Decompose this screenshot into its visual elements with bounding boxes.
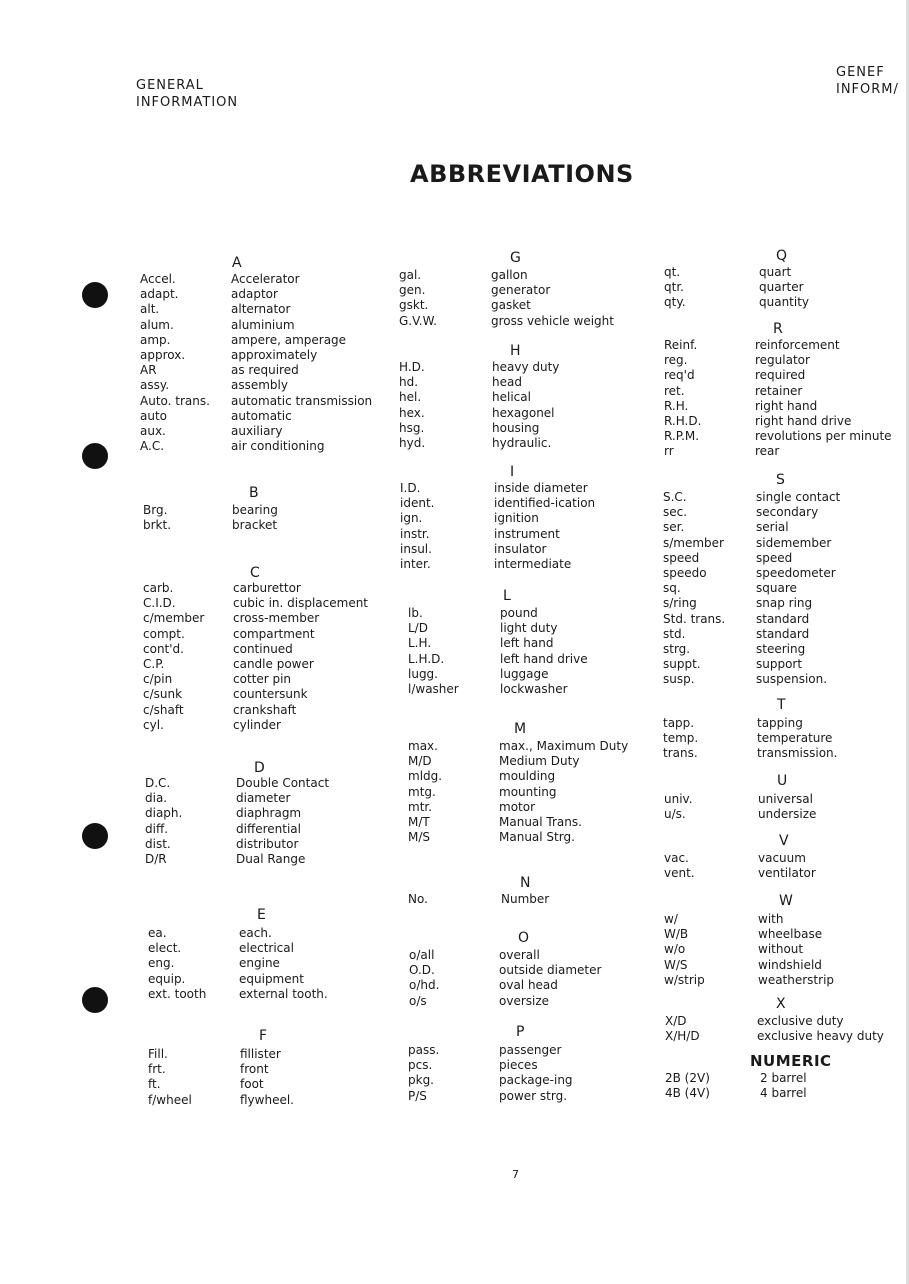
abbreviation: u/s. — [664, 807, 686, 821]
abbreviation: c/member — [143, 611, 205, 625]
abbreviation-meaning: cylinder — [233, 718, 281, 732]
abbreviation: Std. trans. — [663, 612, 726, 626]
abbreviation: w/strip — [664, 973, 705, 987]
abbreviation-meaning: heavy duty — [492, 360, 560, 374]
abbreviation-meaning: automatic transmission — [231, 394, 373, 408]
abbreviation: std. — [663, 627, 686, 641]
abbreviation: s/member — [663, 536, 724, 550]
abbreviation-meaning: steering — [756, 642, 806, 656]
abbreviation: approx. — [140, 348, 186, 362]
abbreviation: w/o — [664, 942, 686, 956]
abbreviation-meaning: regulator — [755, 353, 810, 367]
abbreviation-meaning: front — [240, 1062, 269, 1076]
abbreviation-meaning: standard — [756, 627, 810, 641]
abbreviation: gen. — [399, 283, 426, 297]
abbreviation: ft. — [148, 1077, 161, 1091]
abbreviation-meaning: right hand drive — [755, 414, 852, 428]
abbreviation: instr. — [400, 527, 430, 541]
abbreviation: req'd — [664, 368, 695, 382]
abbreviation-meaning: universal — [758, 792, 813, 806]
abbreviation-meaning: generator — [491, 283, 551, 297]
abbreviation-meaning: approximately — [231, 348, 318, 362]
section-letter-x: X — [776, 996, 786, 1012]
section-letter-e: E — [257, 907, 266, 923]
abbreviation-meaning: candle power — [233, 657, 314, 671]
abbreviation-meaning: compartment — [233, 627, 315, 641]
abbreviation: max. — [408, 739, 438, 753]
abbreviation: ea. — [148, 926, 167, 940]
section-letter-v: V — [779, 833, 789, 849]
abbreviation: AR — [140, 363, 157, 377]
abbreviation-meaning: gross vehicle weight — [491, 314, 614, 328]
section-letter-f: F — [259, 1028, 268, 1044]
abbreviation: R.P.M. — [664, 429, 700, 443]
abbreviation: inter. — [400, 557, 431, 571]
abbreviation-meaning: reinforcement — [755, 338, 840, 352]
abbreviation: qtr. — [664, 280, 684, 294]
page-title: ABBREVIATIONS — [410, 160, 634, 188]
abbreviation: insul. — [400, 542, 432, 556]
abbreviation: P/S — [408, 1089, 427, 1103]
section-letter-g: G — [510, 250, 521, 266]
abbreviation-meaning: continued — [233, 642, 293, 656]
abbreviation: tapp. — [663, 716, 695, 730]
abbreviation: pass. — [408, 1043, 440, 1057]
abbreviation-meaning: tapping — [757, 716, 803, 730]
abbreviation: X/H/D — [665, 1029, 700, 1043]
abbreviation: R.H.D. — [664, 414, 702, 428]
abbreviation: sq. — [663, 581, 681, 595]
abbreviation-meaning: single contact — [756, 490, 841, 504]
abbreviation: alt. — [140, 302, 160, 316]
abbreviation-meaning: auxiliary — [231, 424, 283, 438]
abbreviation: dist. — [145, 837, 171, 851]
abbreviation-meaning: max., Maximum Duty — [499, 739, 629, 753]
abbreviation: L.H. — [408, 636, 432, 650]
abbreviation-meaning: oval head — [499, 978, 558, 992]
abbreviation: cont'd. — [143, 642, 184, 656]
abbreviation: gskt. — [399, 298, 429, 312]
abbreviation-meaning: quart — [759, 265, 792, 279]
abbreviation-meaning: pound — [500, 606, 538, 620]
abbreviation-meaning: insulator — [494, 542, 547, 556]
abbreviation: gal. — [399, 268, 422, 282]
abbreviation: alum. — [140, 318, 174, 332]
abbreviation: Reinf. — [664, 338, 698, 352]
abbreviation-meaning: gasket — [491, 298, 531, 312]
abbreviation-meaning: equipment — [239, 972, 304, 986]
abbreviation: f/wheel — [148, 1093, 192, 1107]
abbreviation-meaning: motor — [499, 800, 536, 814]
section-letter-h: H — [510, 343, 521, 359]
abbreviation: auto — [140, 409, 168, 423]
abbreviation-meaning: left hand drive — [500, 652, 588, 666]
abbreviation: o/all — [409, 948, 435, 962]
binder-hole — [82, 443, 108, 469]
abbreviation-meaning: each. — [239, 926, 272, 940]
abbreviation: c/shaft — [143, 703, 184, 717]
abbreviation: c/sunk — [143, 687, 183, 701]
abbreviation-meaning: standard — [756, 612, 810, 626]
abbreviation: ret. — [664, 384, 685, 398]
abbreviation-meaning: exclusive duty — [757, 1014, 844, 1028]
abbreviation: pcs. — [408, 1058, 433, 1072]
abbreviation: D.C. — [145, 776, 171, 790]
abbreviation: Auto. trans. — [140, 394, 210, 408]
abbreviation: speedo — [663, 566, 707, 580]
abbreviation: W/B — [664, 927, 689, 941]
abbreviation: ident. — [400, 496, 435, 510]
abbreviation-meaning: differential — [236, 822, 301, 836]
abbreviation-meaning: helical — [492, 390, 531, 404]
abbreviation-meaning: air conditioning — [231, 439, 325, 453]
abbreviation-meaning: Manual Trans. — [499, 815, 582, 829]
abbreviation: diff. — [145, 822, 169, 836]
abbreviation: compt. — [143, 627, 185, 641]
abbreviation: R.H. — [664, 399, 689, 413]
abbreviation: lugg. — [408, 667, 438, 681]
abbreviation: frt. — [148, 1062, 166, 1076]
abbreviation: hyd. — [399, 436, 426, 450]
section-letter-l: L — [503, 588, 511, 604]
abbreviation-meaning: required — [755, 368, 806, 382]
abbreviation-meaning: oversize — [499, 994, 550, 1008]
abbreviation: hex. — [399, 406, 425, 420]
abbreviation-meaning: luggage — [500, 667, 549, 681]
abbreviation-meaning: suspension. — [756, 672, 828, 686]
abbreviation-meaning: Accelerator — [231, 272, 300, 286]
abbreviation-meaning: adaptor — [231, 287, 278, 301]
section-letter-numeric: NUMERIC — [750, 1052, 832, 1070]
abbreviation-meaning: ignition — [494, 511, 539, 525]
abbreviation: aux. — [140, 424, 166, 438]
abbreviation: eng. — [148, 956, 175, 970]
abbreviation: carb. — [143, 581, 174, 595]
abbreviation: s/ring — [663, 596, 697, 610]
section-letter-a: A — [232, 255, 242, 271]
abbreviation: S.C. — [663, 490, 687, 504]
abbreviation-meaning: Manual Strg. — [499, 830, 575, 844]
abbreviation-meaning: housing — [492, 421, 540, 435]
abbreviation-meaning: revolutions per minute — [755, 429, 892, 443]
abbreviation-meaning: hydraulic. — [492, 436, 552, 450]
abbreviation-meaning: quarter — [759, 280, 804, 294]
abbreviation: L.H.D. — [408, 652, 445, 666]
abbreviation-meaning: retainer — [755, 384, 803, 398]
abbreviation: o/hd. — [409, 978, 440, 992]
abbreviation-meaning: Dual Range — [236, 852, 306, 866]
abbreviation-meaning: left hand — [500, 636, 554, 650]
abbreviation-meaning: assembly — [231, 378, 288, 392]
abbreviation-meaning: countersunk — [233, 687, 308, 701]
abbreviation: qty. — [664, 295, 686, 309]
abbreviation: univ. — [664, 792, 693, 806]
abbreviation-meaning: square — [756, 581, 797, 595]
abbreviation-meaning: flywheel. — [240, 1093, 294, 1107]
abbreviation-meaning: ampere, amperage — [231, 333, 347, 347]
header-right: GENEF INFORM/ — [836, 65, 899, 97]
abbreviation-meaning: head — [492, 375, 522, 389]
abbreviation-meaning: bearing — [232, 503, 278, 517]
abbreviation-meaning: passenger — [499, 1043, 562, 1057]
abbreviation: H.D. — [399, 360, 425, 374]
abbreviation: mtr. — [408, 800, 433, 814]
abbreviation-meaning: overall — [499, 948, 540, 962]
abbreviation-meaning: fillister — [240, 1047, 281, 1061]
abbreviation-meaning: package-ing — [499, 1073, 573, 1087]
abbreviation: amp. — [140, 333, 171, 347]
abbreviation: Brg. — [143, 503, 168, 517]
abbreviation: No. — [408, 892, 428, 906]
abbreviation: C.P. — [143, 657, 165, 671]
abbreviation-meaning: serial — [756, 520, 789, 534]
abbreviation-meaning: 2 barrel — [760, 1071, 807, 1085]
abbreviation-meaning: 4 barrel — [760, 1086, 807, 1100]
abbreviation-meaning: aluminium — [231, 318, 295, 332]
section-letter-c: C — [250, 565, 260, 581]
abbreviation-meaning: instrument — [494, 527, 560, 541]
abbreviation-meaning: right hand — [755, 399, 818, 413]
binder-hole — [82, 987, 108, 1013]
abbreviation-meaning: ventilator — [758, 866, 816, 880]
abbreviation: vent. — [664, 866, 695, 880]
abbreviation-meaning: lockwasher — [500, 682, 568, 696]
abbreviation: mldg. — [408, 769, 443, 783]
section-letter-w: W — [779, 893, 793, 909]
abbreviation-meaning: hexagonel — [492, 406, 555, 420]
abbreviation-meaning: cross-member — [233, 611, 320, 625]
abbreviation: w/ — [664, 912, 678, 926]
abbreviation-meaning: power strg. — [499, 1089, 568, 1103]
abbreviation-meaning: sidemember — [756, 536, 832, 550]
abbreviation: c/pin — [143, 672, 173, 686]
abbreviation-meaning: crankshaft — [233, 703, 297, 717]
abbreviation: hd. — [399, 375, 419, 389]
abbreviation: O.D. — [409, 963, 435, 977]
abbreviation: G.V.W. — [399, 314, 437, 328]
abbreviation-meaning: engine — [239, 956, 280, 970]
section-letter-o: O — [518, 930, 530, 946]
abbreviation: temp. — [663, 731, 699, 745]
section-letter-u: U — [777, 773, 788, 789]
abbreviation-meaning: pieces — [499, 1058, 538, 1072]
abbreviation-meaning: cubic in. displacement — [233, 596, 369, 610]
abbreviation-meaning: identified-ication — [494, 496, 596, 510]
abbreviation-meaning: temperature — [757, 731, 833, 745]
abbreviation: qt. — [664, 265, 681, 279]
abbreviation-meaning: diameter — [236, 791, 291, 805]
abbreviation: hsg. — [399, 421, 425, 435]
abbreviation: L/D — [408, 621, 428, 635]
abbreviation: M/D — [408, 754, 432, 768]
abbreviation-meaning: snap ring — [756, 596, 813, 610]
abbreviation: dia. — [145, 791, 168, 805]
abbreviation: A.C. — [140, 439, 165, 453]
abbreviation-meaning: diaphragm — [236, 806, 302, 820]
abbreviation: l/washer — [408, 682, 459, 696]
section-letter-n: N — [520, 875, 531, 891]
abbreviation: mtg. — [408, 785, 436, 799]
abbreviation: susp. — [663, 672, 695, 686]
abbreviation-meaning: speed — [756, 551, 793, 565]
abbreviation: strg. — [663, 642, 691, 656]
abbreviation-meaning: inside diameter — [494, 481, 588, 495]
abbreviation: Fill. — [148, 1047, 168, 1061]
abbreviation: assy. — [140, 378, 170, 392]
abbreviation: X/D — [665, 1014, 687, 1028]
binder-hole — [82, 282, 108, 308]
abbreviation: D/R — [145, 852, 167, 866]
abbreviation-meaning: intermediate — [494, 557, 572, 571]
abbreviation-meaning: without — [758, 942, 804, 956]
abbreviation: equip. — [148, 972, 186, 986]
abbreviation-meaning: gallon — [491, 268, 528, 282]
abbreviation-meaning: undersize — [758, 807, 817, 821]
section-letter-t: T — [777, 697, 786, 713]
abbreviation-meaning: light duty — [500, 621, 558, 635]
abbreviation: hel. — [399, 390, 422, 404]
section-letter-d: D — [254, 760, 265, 776]
abbreviation-meaning: alternator — [231, 302, 291, 316]
header-left: GENERAL INFORMATION — [136, 78, 239, 110]
abbreviation: W/S — [664, 958, 688, 972]
abbreviation-meaning: weatherstrip — [758, 973, 835, 987]
abbreviation-meaning: Number — [501, 892, 550, 906]
section-letter-i: I — [510, 464, 515, 480]
abbreviation-meaning: rear — [755, 444, 780, 458]
binder-hole — [82, 823, 108, 849]
abbreviation-meaning: Double Contact — [236, 776, 330, 790]
abbreviation: 2B (2V) — [665, 1071, 710, 1085]
abbreviation-meaning: speedometer — [756, 566, 836, 580]
abbreviation: elect. — [148, 941, 182, 955]
abbreviation-meaning: secondary — [756, 505, 819, 519]
abbreviation: diaph. — [145, 806, 183, 820]
abbreviation-meaning: automatic — [231, 409, 292, 423]
abbreviation: adapt. — [140, 287, 179, 301]
abbreviation: Accel. — [140, 272, 176, 286]
abbreviation: trans. — [663, 746, 698, 760]
abbreviation-meaning: transmission. — [757, 746, 838, 760]
abbreviation: M/T — [408, 815, 430, 829]
abbreviation-meaning: windshield — [758, 958, 822, 972]
abbreviation: cyl. — [143, 718, 164, 732]
abbreviation-meaning: carburettor — [233, 581, 301, 595]
section-letter-s: S — [776, 472, 785, 488]
abbreviation-meaning: mounting — [499, 785, 557, 799]
abbreviation: lb. — [408, 606, 423, 620]
abbreviation-meaning: moulding — [499, 769, 556, 783]
abbreviation: pkg. — [408, 1073, 434, 1087]
abbreviation: rr — [664, 444, 674, 458]
abbreviation-meaning: foot — [240, 1077, 264, 1091]
abbreviation-meaning: with — [758, 912, 784, 926]
abbreviation: reg. — [664, 353, 688, 367]
abbreviation: brkt. — [143, 518, 172, 532]
abbreviation-meaning: Medium Duty — [499, 754, 580, 768]
abbreviation-meaning: as required — [231, 363, 299, 377]
abbreviation-meaning: support — [756, 657, 803, 671]
abbreviation: sec. — [663, 505, 688, 519]
page-number: 7 — [512, 1168, 519, 1181]
abbreviation-meaning: vacuum — [758, 851, 806, 865]
abbreviation: I.D. — [400, 481, 421, 495]
section-letter-r: R — [773, 321, 783, 337]
abbreviation: ser. — [663, 520, 685, 534]
abbreviation: C.I.D. — [143, 596, 176, 610]
abbreviation-meaning: distributor — [236, 837, 299, 851]
abbreviation-meaning: electrical — [239, 941, 294, 955]
section-letter-m: M — [514, 721, 527, 737]
abbreviation: o/s — [409, 994, 427, 1008]
abbreviation-meaning: outside diameter — [499, 963, 602, 977]
abbreviation-meaning: cotter pin — [233, 672, 292, 686]
abbreviation: speed — [663, 551, 700, 565]
abbreviation: suppt. — [663, 657, 701, 671]
section-letter-p: P — [516, 1024, 525, 1040]
abbreviation-meaning: wheelbase — [758, 927, 823, 941]
abbreviation: ext. tooth — [148, 987, 207, 1001]
abbreviation-meaning: exclusive heavy duty — [757, 1029, 884, 1043]
section-letter-q: Q — [776, 248, 788, 264]
abbreviation: ign. — [400, 511, 423, 525]
abbreviation-meaning: quantity — [759, 295, 810, 309]
abbreviation-meaning: bracket — [232, 518, 278, 532]
section-letter-b: B — [249, 485, 259, 501]
abbreviation: M/S — [408, 830, 431, 844]
abbreviation: 4B (4V) — [665, 1086, 710, 1100]
abbreviation: vac. — [664, 851, 689, 865]
abbreviation-meaning: external tooth. — [239, 987, 328, 1001]
